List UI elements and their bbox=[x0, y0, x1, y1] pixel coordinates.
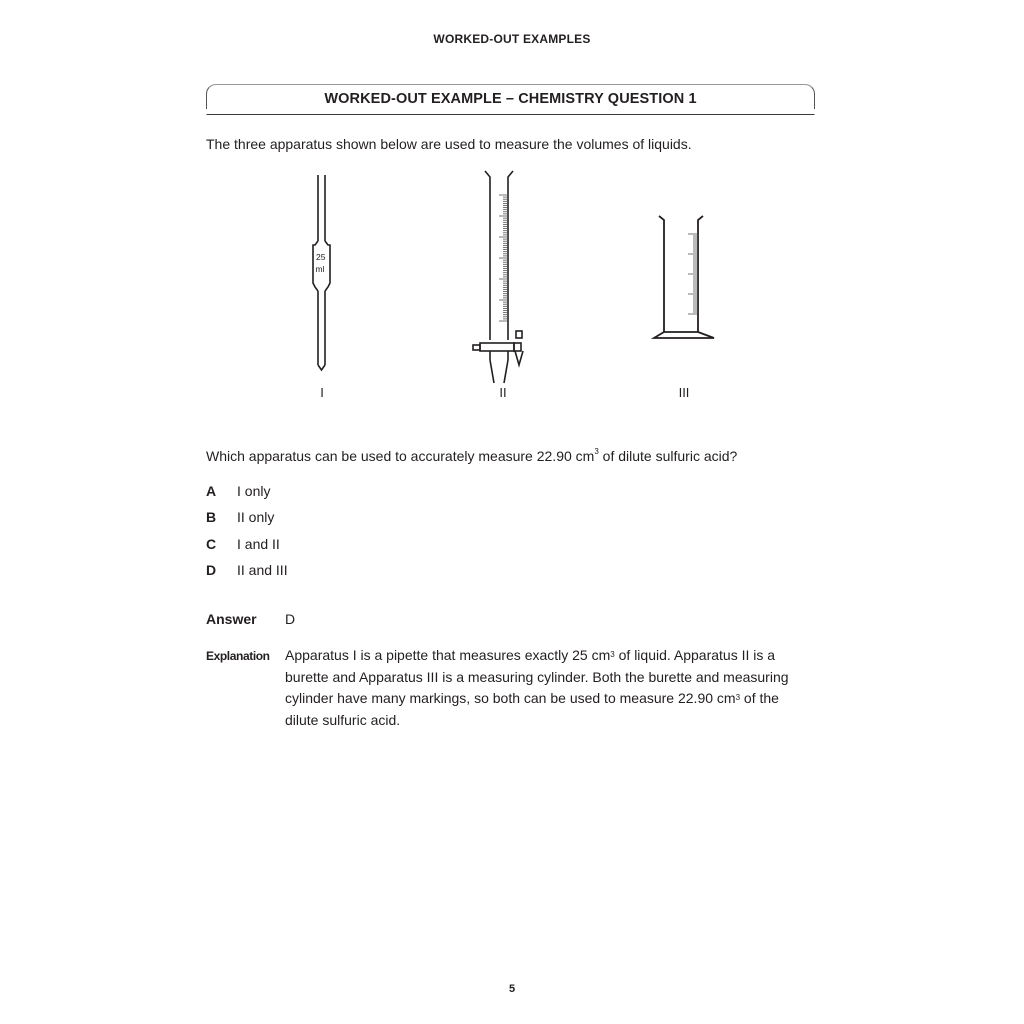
question-text: Which apparatus can be used to accurately measure 22.90 $cm^3$ of dilute sulfuric acid? bbox=[206, 447, 738, 464]
apparatus-figure bbox=[206, 165, 816, 405]
section-title: WORKED-OUT EXAMPLE – CHEMISTRY QUESTION 1 bbox=[324, 91, 697, 107]
option-c: C I and II bbox=[206, 535, 280, 552]
explanation-label: Explanation bbox=[206, 649, 270, 663]
pipette-marking-bottom: ml bbox=[315, 264, 325, 274]
apparatus-label-i: I bbox=[320, 385, 324, 400]
option-d: D II and III bbox=[206, 561, 288, 578]
pipette-drawing bbox=[306, 165, 338, 380]
pipette-marking-top: 25 bbox=[316, 252, 326, 262]
answer-row bbox=[206, 611, 295, 627]
page-number: 5 bbox=[508, 983, 516, 995]
burette-drawing bbox=[471, 165, 531, 390]
option-a: A I only bbox=[206, 483, 271, 499]
answer-value: D bbox=[285, 611, 296, 627]
answer-label: Answer bbox=[206, 611, 257, 627]
answer-options bbox=[206, 483, 288, 588]
section-header-box bbox=[206, 84, 815, 115]
measuring-cylinder-drawing bbox=[651, 210, 721, 350]
intro-text: The three apparatus shown below are used to measure the volumes of liquids. bbox=[206, 136, 692, 152]
apparatus-label-ii: II bbox=[499, 385, 507, 400]
explanation-row bbox=[206, 647, 805, 731]
apparatus-label-iii: III bbox=[678, 385, 690, 400]
option-b: B II only bbox=[206, 509, 275, 526]
explanation-text: Apparatus I is a pipette that measures exactly 25 $cm^3$ of liquid. Apparatus II is a burette and Apparatus III is a measuring cylinder. Both the burette and measuring cylinder have many markings, so both can be used to measure 22.90 $cm^3$ of the dilute sulfuric acid. bbox=[285, 647, 789, 728]
running-head: WORKED-OUT EXAMPLES bbox=[433, 32, 591, 46]
